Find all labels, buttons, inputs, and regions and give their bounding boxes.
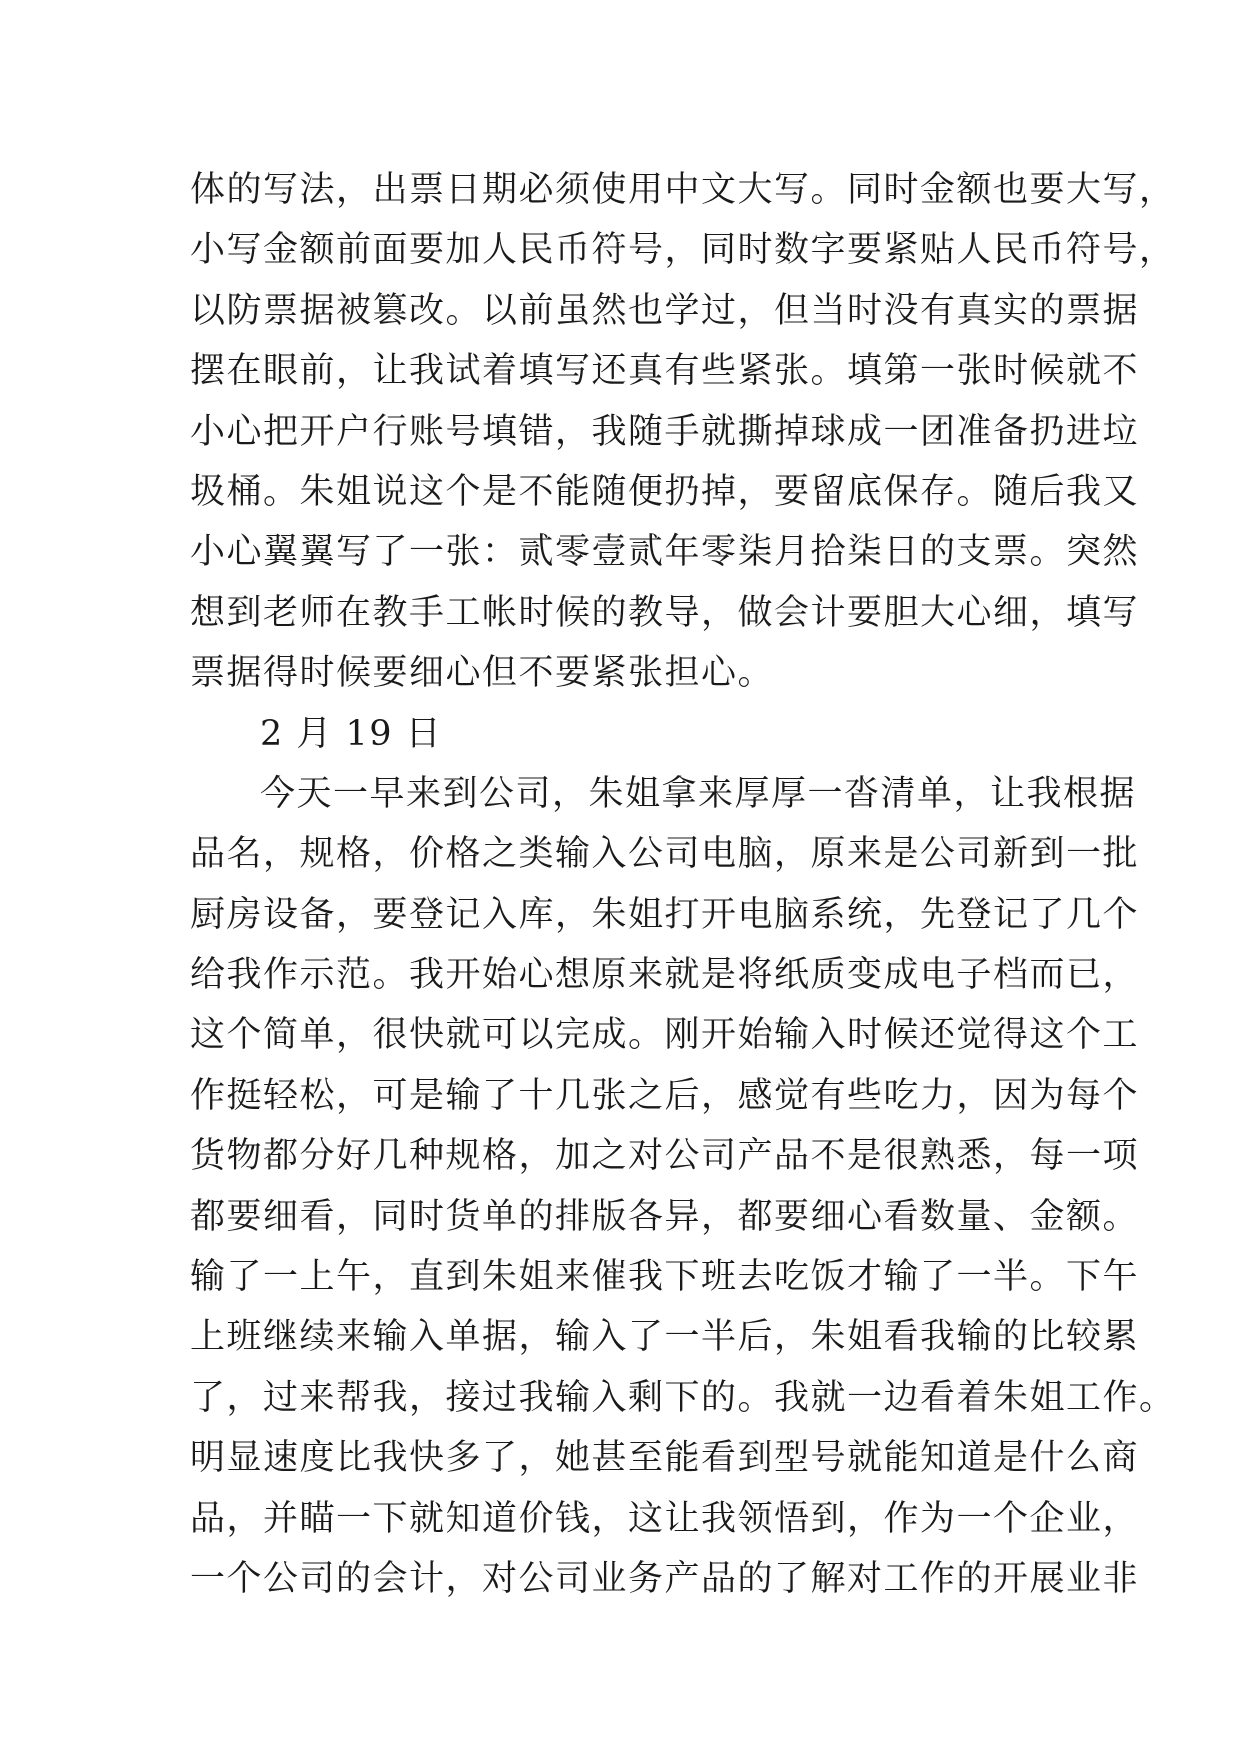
text-line: 上班继续来输入单据，输入了一半后，朱姐看我输的比较累 — [190, 1317, 1140, 1358]
text-line: 小心把开户行账号填错，我随手就撕掉球成一团准备扔进垃 — [190, 411, 1140, 452]
text-line: 小写金额前面要加人民币符号，同时数字要紧贴人民币符号， — [190, 230, 1176, 271]
text-line: 明显速度比我快多了，她甚至能看到型号就能知道是什么商 — [190, 1438, 1140, 1479]
paragraph-start: 今天一早来到公司，朱姐拿来厚厚一沓清单，让我根据 — [260, 773, 1137, 814]
text-line: 以防票据被篡改。以前虽然也学过，但当时没有真实的票据 — [190, 290, 1140, 331]
text-line: 这个简单，很快就可以完成。刚开始输入时候还觉得这个工 — [190, 1015, 1140, 1056]
text-line: 品，并瞄一下就知道价钱，这让我领悟到，作为一个企业， — [190, 1498, 1140, 1539]
text-line: 货物都分好几种规格，加之对公司产品不是很熟悉，每一项 — [190, 1136, 1140, 1177]
text-line: 小心翼翼写了一张：贰零壹贰年零柒月拾柒日的支票。突然 — [190, 532, 1140, 573]
text-line: 都要细看，同时货单的排版各异，都要细心看数量、金额。 — [190, 1196, 1140, 1237]
text-line: 输了一上午，直到朱姐来催我下班去吃饭才输了一半。下午 — [190, 1257, 1140, 1298]
date-heading: 2 月 19 日 — [260, 713, 443, 754]
text-line: 票据得时候要细心但不要紧张担心。 — [190, 653, 775, 694]
text-line: 作挺轻松，可是输了十几张之后，感觉有些吃力，因为每个 — [190, 1075, 1140, 1116]
text-line: 一个公司的会计，对公司业务产品的了解对工作的开展业非 — [190, 1558, 1140, 1599]
text-line: 给我作示范。我开始心想原来就是将纸质变成电子档而已， — [190, 955, 1140, 996]
text-line: 品名，规格，价格之类输入公司电脑，原来是公司新到一批 — [190, 834, 1140, 875]
text-line: 厨房设备，要登记入库，朱姐打开电脑系统，先登记了几个 — [190, 894, 1140, 935]
text-line: 摆在眼前，让我试着填写还真有些紧张。填第一张时候就不 — [190, 351, 1140, 392]
text-line: 圾桶。朱姐说这个是不能随便扔掉，要留底保存。随后我又 — [190, 471, 1140, 512]
text-line: 体的写法，出票日期必须使用中文大写。同时金额也要大写， — [190, 170, 1176, 210]
text-line: 了，过来帮我，接过我输入剩下的。我就一边看着朱姐工作。 — [190, 1377, 1176, 1418]
text-line: 想到老师在教手工帐时候的教导，做会计要胆大心细，填写 — [190, 592, 1140, 633]
body-text — [190, 160, 1176, 1609]
